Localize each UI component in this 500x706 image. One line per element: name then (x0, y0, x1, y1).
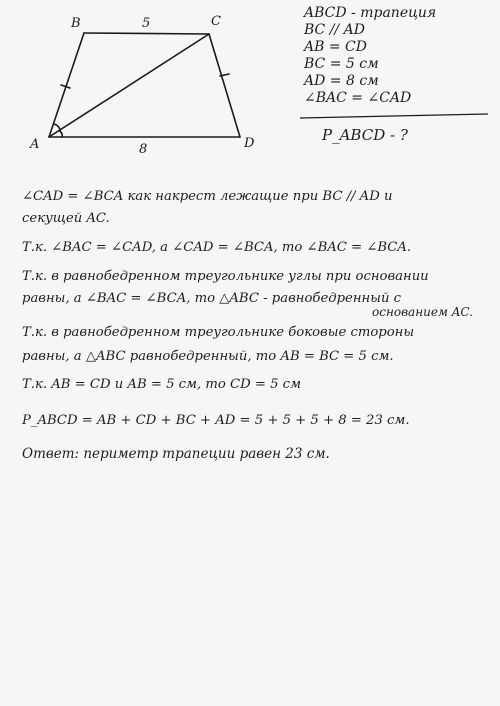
diagonal-ac (49, 34, 209, 137)
given-divider (300, 114, 488, 118)
side-label-ad: 8 (139, 142, 148, 157)
side-label-bc: 5 (142, 16, 151, 31)
solution-line-5-note: основанием AC. (372, 305, 473, 319)
answer-line: Ответ: периметр трапеции равен 23 см. (22, 446, 330, 462)
solution-line-8: Т.к. AB = CD и AB = 5 см, то CD = 5 см (22, 377, 302, 392)
vertex-label-c: C (211, 14, 221, 29)
solution-line-6: Т.к. в равнобедренном треугольнике боковые стороны (22, 325, 415, 340)
vertex-label-b: B (71, 16, 81, 31)
solution-line-7: равны, а △ABC равнобедренный, то AB = BC = 5 см. (22, 349, 394, 364)
solution-line-1: ∠CAD = ∠BCA как накрест лежащие при BC // AD и (22, 189, 393, 204)
side-bc (84, 33, 209, 34)
vertex-label-d: D (244, 136, 255, 151)
solution-line-5: равны, а ∠BAC = ∠BCA, то △ABC - равнобедренный с (22, 291, 402, 306)
given-line-6: ∠BAC = ∠CAD (304, 90, 412, 106)
given-line-2: BC // AD (304, 22, 365, 38)
given-line-5: AD = 8 см (304, 73, 379, 89)
side-cd (209, 34, 240, 137)
angle-mark-cad (60, 131, 62, 137)
side-ab (49, 33, 84, 137)
solution-line-4: Т.к. в равнобедренном треугольнике углы при основании (22, 269, 429, 284)
vertex-label-a: A (30, 137, 40, 152)
given-line-4: BC = 5 см (304, 56, 379, 72)
solution-line-9: P_ABCD = AB + CD + BC + AD = 5 + 5 + 5 + 8 = 23 см. (22, 413, 410, 428)
given-line-3: AB = CD (304, 39, 367, 55)
given-block (304, 6, 494, 108)
solution-line-3: Т.к. ∠BAC = ∠CAD, а ∠CAD = ∠BCA, то ∠BAC = ∠BCA. (22, 240, 412, 255)
given-line-1: ABCD - трапеция (304, 5, 437, 21)
find-perimeter: P_ABCD - ? (322, 126, 408, 144)
solution-line-2: секущей AC. (22, 211, 110, 226)
